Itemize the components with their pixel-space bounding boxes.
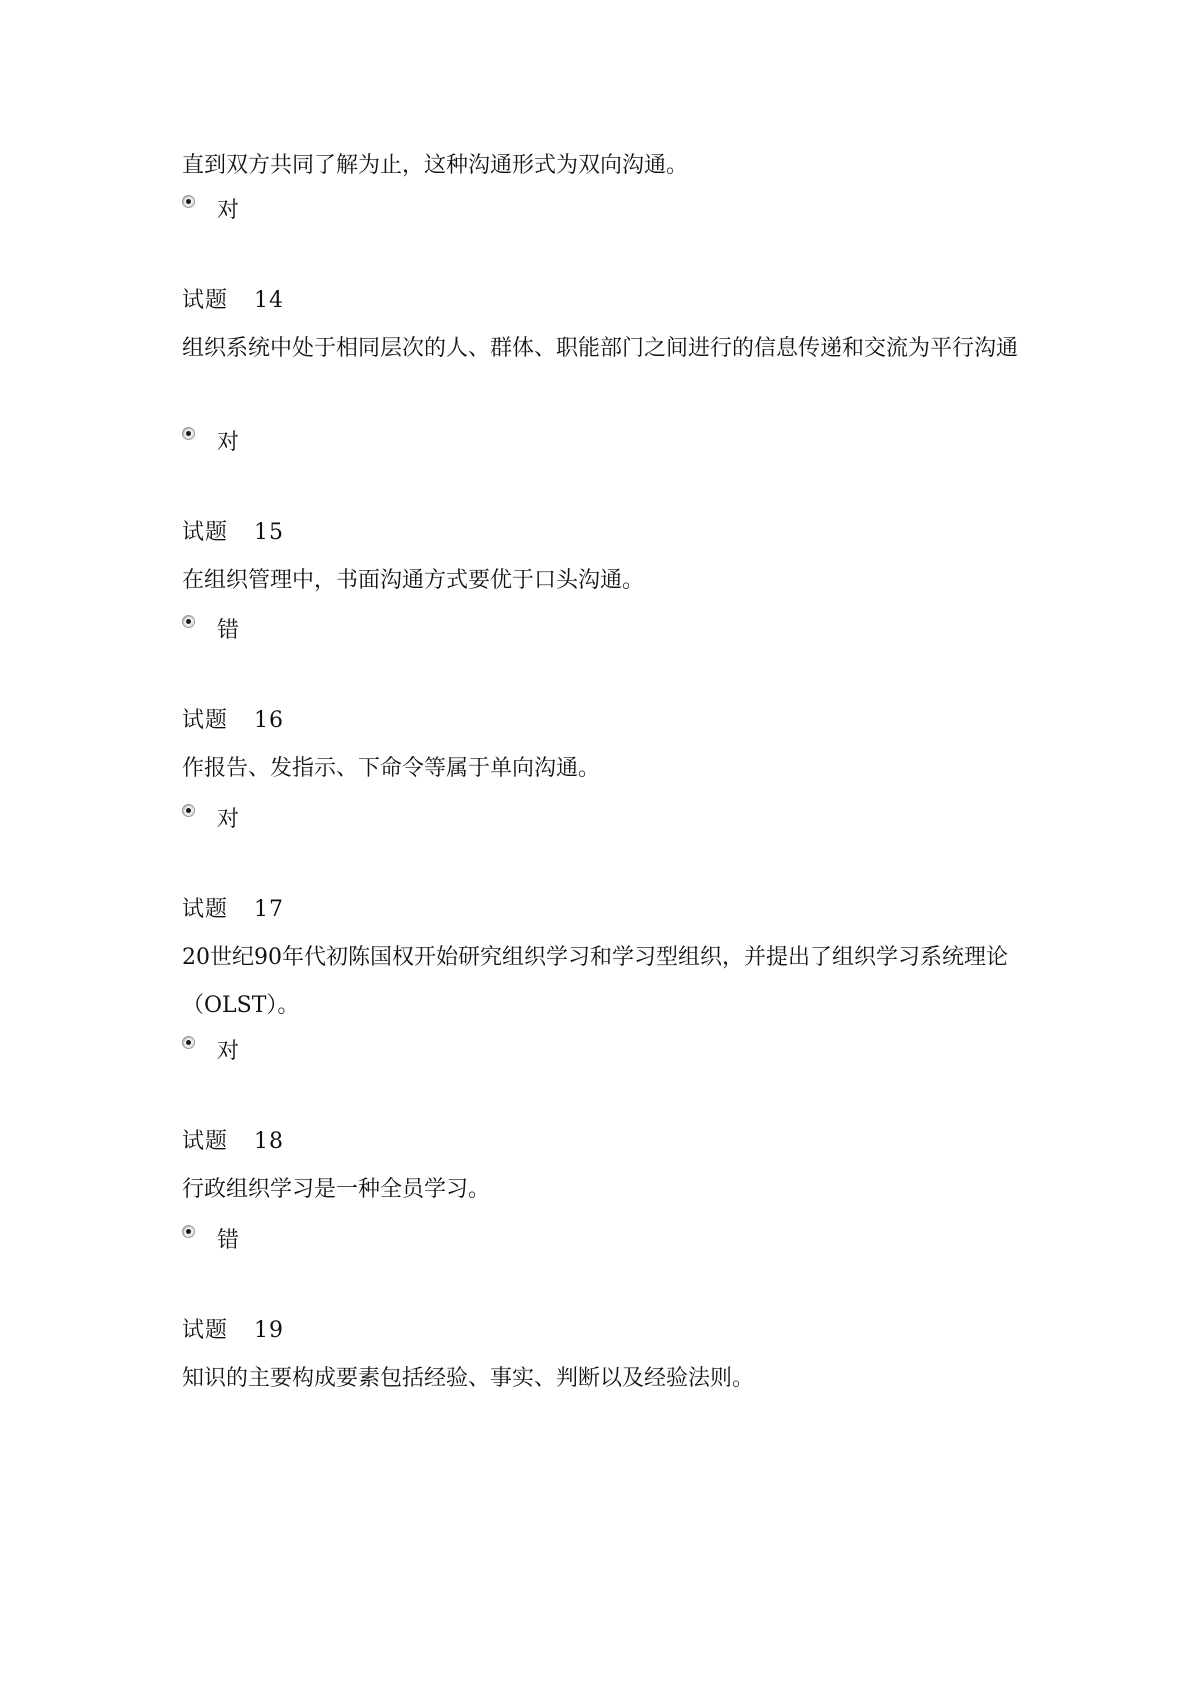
question-label: 试题: [182, 1129, 229, 1154]
question-number: 16: [254, 708, 285, 733]
radio-selected-icon[interactable]: [182, 427, 195, 440]
question-label: 试题: [182, 288, 229, 313]
question-number: 18: [254, 1129, 285, 1154]
question-18-answer[interactable]: [182, 1218, 239, 1258]
question-header: [182, 277, 1022, 325]
question-label: 试题: [182, 708, 229, 733]
question-15-answer[interactable]: [182, 608, 239, 648]
question-number: 17: [254, 897, 285, 922]
question-label: 试题: [182, 897, 229, 922]
radio-selected-icon[interactable]: [182, 195, 195, 208]
question-text: 作报告、发指示、下命令等属于单向沟通。: [182, 756, 601, 781]
lead-question-text: 直到双方共同了解为止，这种沟通形式为双向沟通。: [182, 153, 689, 178]
answer-label: 错: [217, 617, 240, 643]
question-14: [182, 277, 1022, 373]
answer-label: 对: [217, 429, 240, 455]
question-17: [182, 886, 1022, 1030]
question-header: [182, 697, 1022, 745]
answer-label: 错: [217, 1227, 240, 1253]
question-label: 试题: [182, 1318, 229, 1343]
question-text: 知识的主要构成要素包括经验、事实、判断以及经验法则。: [182, 1366, 755, 1391]
question-17-answer[interactable]: [182, 1029, 239, 1069]
question-number: 19: [254, 1318, 285, 1343]
question-18: [182, 1118, 1022, 1214]
question-15: [182, 509, 1022, 605]
radio-selected-icon[interactable]: [182, 615, 195, 628]
radio-selected-icon[interactable]: [182, 1225, 195, 1238]
question-16: [182, 697, 1022, 793]
question-text: 在组织管理中，书面沟通方式要优于口头沟通。: [182, 568, 645, 593]
answer-label: 对: [217, 197, 240, 223]
question-header: [182, 886, 1022, 934]
question-header: [182, 1118, 1022, 1166]
question-header: [182, 509, 1022, 557]
question-16-answer[interactable]: [182, 797, 239, 837]
radio-selected-icon[interactable]: [182, 1036, 195, 1049]
radio-selected-icon[interactable]: [182, 804, 195, 817]
lead-answer[interactable]: [182, 188, 239, 228]
question-number: 15: [254, 520, 285, 545]
question-text: 20世纪90年代初陈国权开始研究组织学习和学习型组织，并提出了组织学习系统理论（OLST）。: [182, 945, 1008, 1018]
question-label: 试题: [182, 520, 229, 545]
answer-label: 对: [217, 1038, 240, 1064]
question-text: 行政组织学习是一种全员学习。: [182, 1177, 491, 1202]
answer-label: 对: [217, 806, 240, 832]
question-header: [182, 1307, 1022, 1355]
question-text: 组织系统中处于相同层次的人、群体、职能部门之间进行的信息传递和交流为平行沟通: [182, 336, 1019, 361]
question-14-answer[interactable]: [182, 420, 239, 460]
question-19: [182, 1307, 1022, 1403]
question-number: 14: [254, 288, 285, 313]
